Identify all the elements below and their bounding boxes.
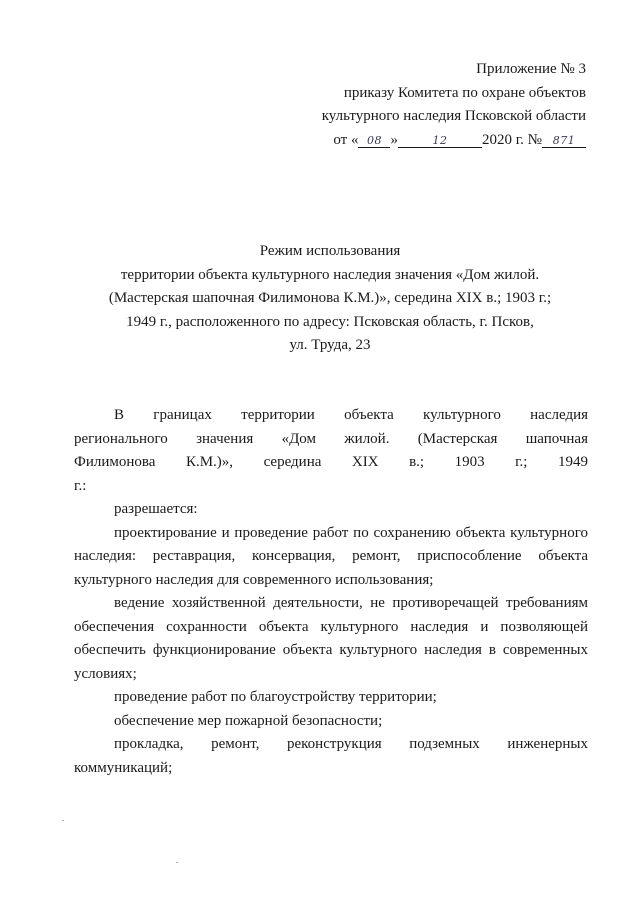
appendix-number: Приложение № 3 — [476, 61, 586, 77]
date-mid: » — [390, 131, 398, 148]
scan-speck — [62, 820, 64, 821]
list-item: прокладка, ремонт, реконструкция подземных инженерных коммуникаций; — [74, 736, 588, 776]
order-number-handwritten: 871 — [552, 133, 576, 147]
title-line-2: территории объекта культурного наследия значения «Дом жилой. — [120, 266, 540, 283]
date-day-handwritten: 08 — [366, 133, 382, 147]
list-item: проведение работ по благоустройству территории; — [114, 689, 437, 705]
appendix-header — [286, 58, 586, 152]
list-item: проектирование и проведение работ по сохранению объекта культурного наследия: реставрация, консервация, ремонт, приспособление объекта культурного наследия для современного использования; — [74, 524, 588, 588]
scan-speck — [176, 862, 178, 863]
title-line-3: (Мастерская шапочная Филимонова К.М.)», середина XIX в.; 1903 г.; — [108, 290, 552, 306]
title-line-4: 1949 г., расположенного по адресу: Псковская область, г. Псков, — [126, 313, 534, 330]
date-prefix: от « — [333, 131, 359, 148]
date-month-field — [398, 133, 482, 148]
appendix-committee-line: культурного наследия Псковской области — [321, 108, 586, 124]
appendix-date-line — [286, 129, 586, 153]
date-month-handwritten: 12 — [432, 133, 448, 147]
date-day-field — [358, 133, 390, 148]
title-line-1: Режим использования — [259, 243, 401, 259]
allowed-label: разрешается: — [114, 501, 198, 517]
intro-paragraph: В границах территории объекта культурного наследия регионального значения «Дом жилой. (Мастерская шапочная Филимонова К.М.)», середина XIX в.; 1903 г.; 1949 г.: — [74, 407, 588, 494]
list-item: ведение хозяйственной деятельности, не противоречащей требованиям обеспечения сохранности объекта культурного наследия и позволяющей обеспечить функционирование объекта культурного наследия в современных условиях; — [74, 595, 588, 682]
appendix-order-line: приказу Комитета по охране объектов — [343, 84, 586, 101]
order-number-field — [542, 133, 586, 148]
list-item: обеспечение мер пожарной безопасности; — [114, 712, 383, 729]
document-body — [74, 404, 588, 780]
document-title — [72, 240, 588, 358]
date-year: 2020 г. № — [481, 131, 542, 148]
title-line-5: ул. Труда, 23 — [289, 337, 371, 353]
